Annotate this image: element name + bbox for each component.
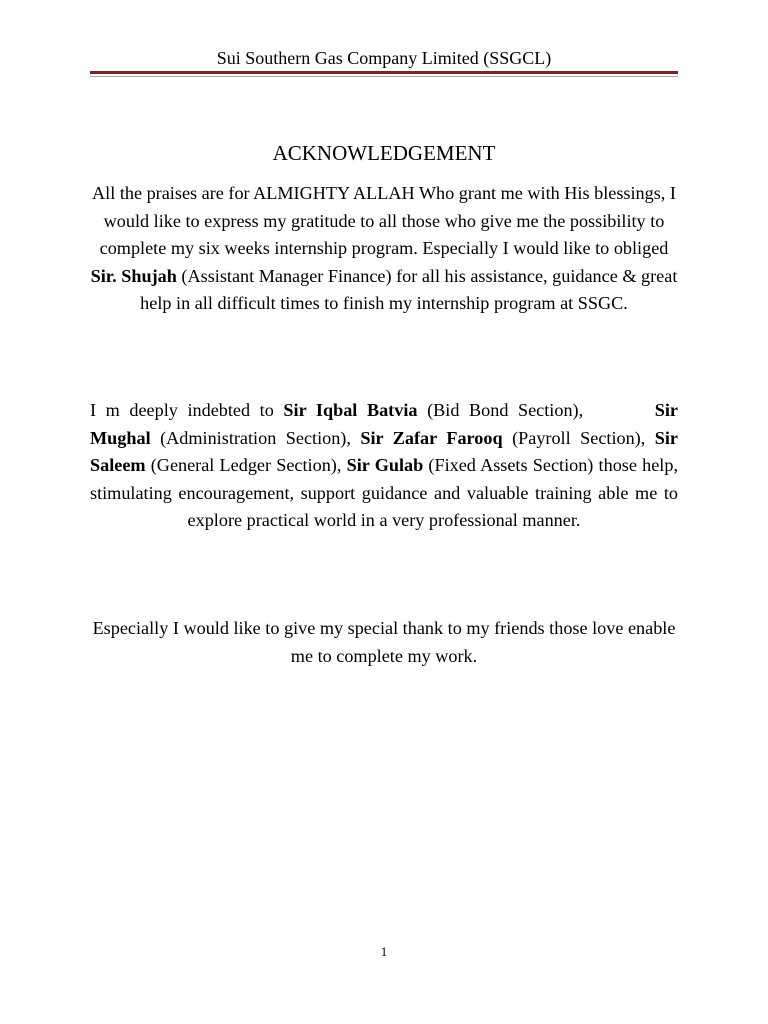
para1-text-2: (Assistant Manager Finance) for all his assistance, guidance & great help in all difficult times to finish my internship program at SSGC. <box>140 265 678 313</box>
para1-text-1: All the praises are for ALMIGHTY ALLAH Who grant me with His blessings, I would like to express my gratitude to all those who give me the possibility to complete my six weeks internship program. Especially I would like to obliged <box>92 183 676 258</box>
document-title: ACKNOWLEDGEMENT <box>272 141 496 165</box>
para2-name-gulab: Sir Gulab <box>346 455 424 475</box>
para2-text-5: (General Ledger Section), <box>145 455 347 475</box>
para2-name-saleem: Sir Saleem <box>90 427 679 475</box>
para2-name-iqbal: Sir Iqbal Batvia <box>283 400 418 420</box>
para1-name-shujah: Sir. Shujah <box>90 265 177 286</box>
paragraph-friends: Especially I would like to give my special thank to my friends those love enable me to complete my work. <box>92 618 676 666</box>
paragraph-indebted <box>90 397 678 535</box>
para2-name-zafar: Sir Zafar Farooq <box>360 427 503 448</box>
para2-text-6: (Fixed Assets Section) those help, stimulating encouragement, support guidance and valuable training able me to explore practical world in a very professional manner. <box>90 455 678 530</box>
page-header: Sui Southern Gas Company Limited (SSGCL) <box>216 48 552 68</box>
header-rule-thick <box>90 71 678 74</box>
para2-name-mughal: Sir Mughal <box>90 400 679 448</box>
para2-text-3: (Administration Section), <box>150 427 361 448</box>
header-rule-thin <box>90 76 678 77</box>
page-number: 1 <box>380 944 388 959</box>
para2-text-1: I m deeply indebted to <box>90 400 284 420</box>
para2-text-4: (Payroll Section), <box>502 427 655 448</box>
para2-text-2: (Bid Bond Section), <box>417 400 584 420</box>
paragraph-praises <box>90 180 678 318</box>
